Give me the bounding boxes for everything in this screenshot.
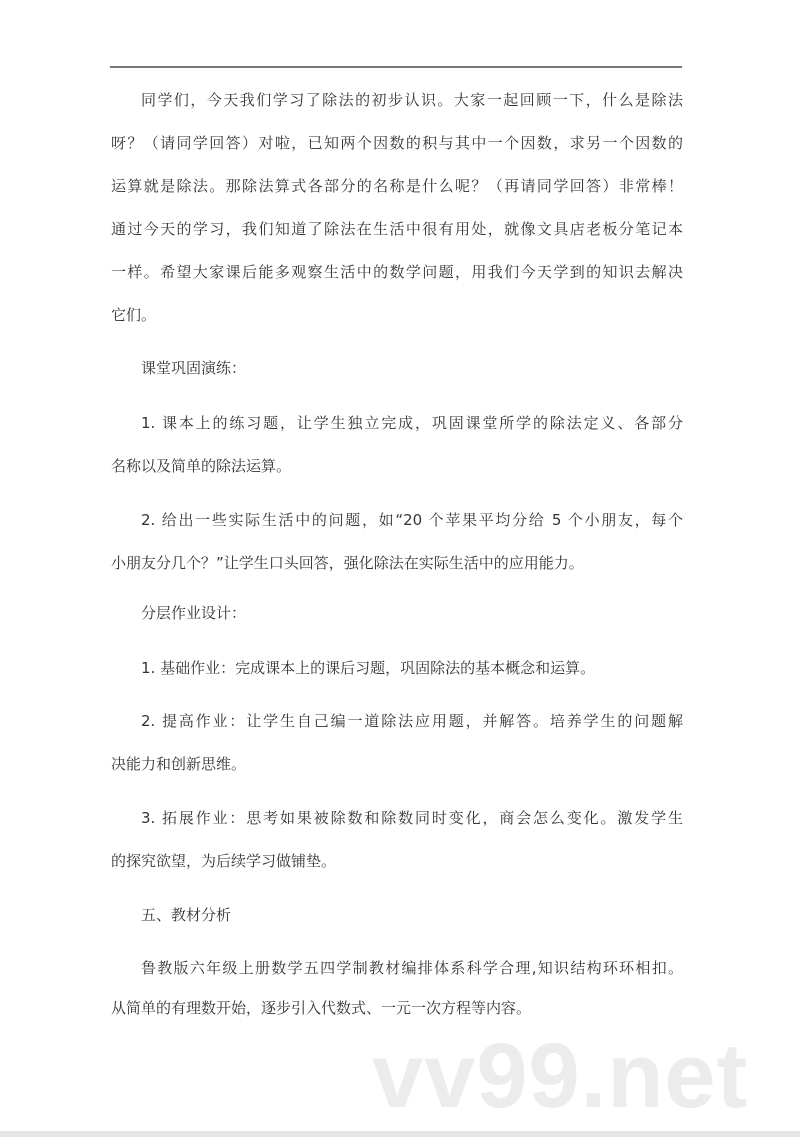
paragraph-line: 从简单的有理数开始，逐步引入代数式、一元一次方程等内容。 xyxy=(111,999,532,1017)
paragraph-line: 运算就是除法。那除法算式各部分的名称是什么呢？（再请同学回答）非常棒！ xyxy=(111,177,683,195)
paragraph-line: 2. 给出一些实际生活中的问题，如“20 个苹果平均分给 5 个小朋友，每个 xyxy=(141,511,683,529)
paragraph-line: 小朋友分几个？”让学生口头回答，强化除法在实际生活中的应用能力。 xyxy=(111,554,584,572)
paragraph-line: 2. 提高作业：让学生自己编一道除法应用题，并解答。培养学生的问题解 xyxy=(141,712,683,730)
paragraph-line: 通过今天的学习，我们知道了除法在生活中很有用处，就像文具店老板分笔记本 xyxy=(111,220,683,238)
section-heading: 分层作业设计： xyxy=(141,604,247,622)
paragraph-line: 的探究欲望，为后续学习做铺垫。 xyxy=(111,852,337,870)
watermark: vv99.net xyxy=(372,1025,749,1127)
section-heading: 五、教材分析 xyxy=(141,906,232,924)
paragraph-line: 决能力和创新思维。 xyxy=(111,755,247,773)
paragraph-line: 一样。希望大家课后能多观察生活中的数学问题，用我们今天学到的知识去解决 xyxy=(111,263,683,281)
header-rule xyxy=(110,66,682,68)
paragraph-line: 3. 拓展作业：思考如果被除数和除数同时变化，商会怎么变化。激发学生 xyxy=(141,809,683,827)
paragraph-line: 它们。 xyxy=(111,306,157,324)
page-bottom-edge xyxy=(0,1131,800,1137)
paragraph-line: 呀？（请同学回答）对啦，已知两个因数的积与其中一个因数，求另一个因数的 xyxy=(111,134,683,152)
paragraph-line: 同学们，今天我们学习了除法的初步认识。大家一起回顾一下，什么是除法 xyxy=(141,91,683,109)
paragraph-line: 1. 基础作业：完成课本上的课后习题，巩固除法的基本概念和运算。 xyxy=(141,659,596,677)
paragraph-line: 1. 课本上的练习题，让学生独立完成，巩固课堂所学的除法定义、各部分 xyxy=(141,414,683,432)
paragraph-line: 鲁教版六年级上册数学五四学制教材编排体系科学合理,知识结构环环相扣。 xyxy=(141,959,683,977)
section-heading: 课堂巩固演练： xyxy=(141,359,247,377)
paragraph-line: 名称以及简单的除法运算。 xyxy=(111,457,292,475)
